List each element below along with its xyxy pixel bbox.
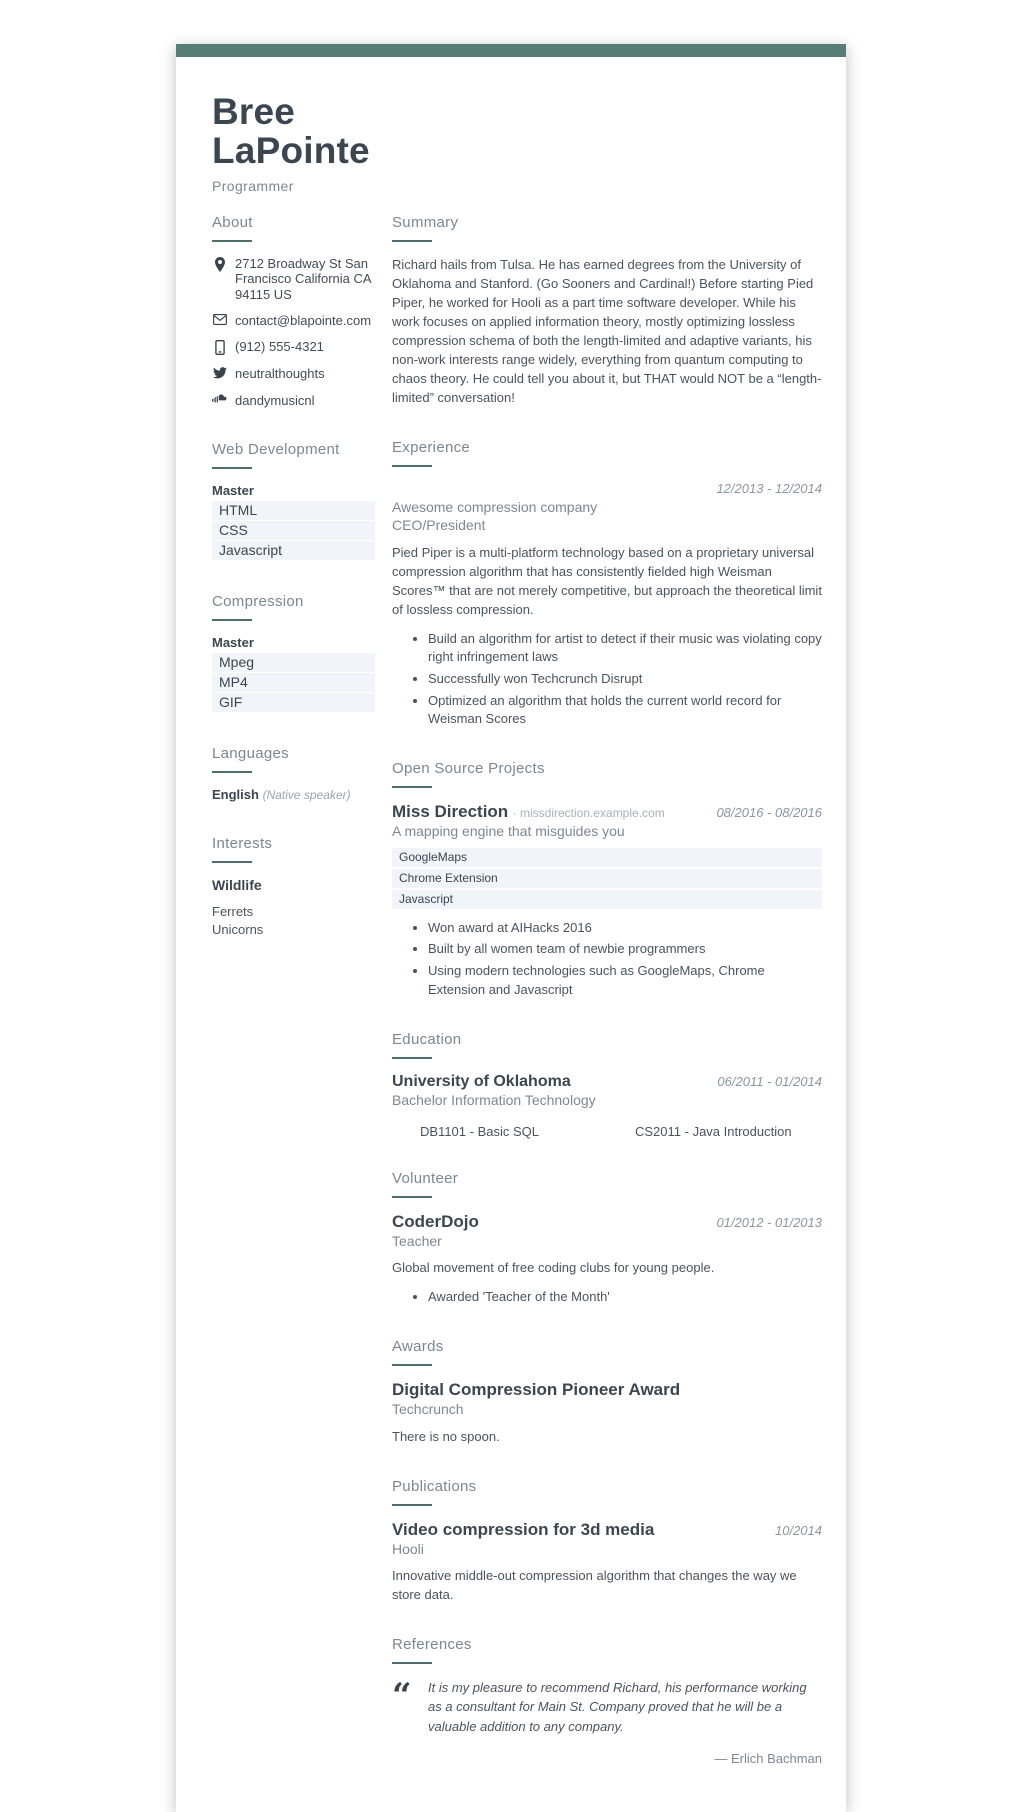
experience-entry bbox=[392, 481, 822, 729]
languages-section bbox=[212, 745, 375, 802]
interest-item: Unicorns bbox=[212, 921, 264, 937]
skill-row: HTML bbox=[212, 501, 375, 520]
experience-date-row bbox=[392, 481, 822, 496]
project-description: A mapping engine that misguides you bbox=[392, 823, 625, 840]
publications-heading bbox=[392, 1478, 822, 1506]
volunteer-highlights bbox=[392, 1288, 822, 1307]
email-text: contact@blapointe.com bbox=[235, 312, 372, 328]
volunteer-date: 01/2012 - 01/2013 bbox=[716, 1214, 822, 1230]
contact-phone bbox=[212, 339, 375, 355]
project-date: 08/2016 - 08/2016 bbox=[716, 805, 822, 821]
project-entry bbox=[392, 802, 822, 999]
experience-position: CEO/President bbox=[392, 517, 486, 534]
highlight-item: • Successfully won Techcrunch Disrupt bbox=[428, 670, 822, 689]
education-date: 06/2011 - 01/2014 bbox=[717, 1073, 822, 1089]
location-pin-icon bbox=[212, 256, 227, 272]
heading-underline bbox=[392, 465, 432, 467]
experience-summary: Pied Piper is a multi-platform technology based on a proprietary universal compression algorithm that has consistently fielded high Weisman Scores™ that are not merely competitive, but approach the theoretical limit of lossless compression. bbox=[392, 544, 822, 617]
quote-icon: “ bbox=[392, 1675, 412, 1716]
education-degree: Bachelor Information Technology bbox=[392, 1091, 596, 1108]
publication-publisher: Hooli bbox=[392, 1540, 424, 1557]
awards-heading bbox=[392, 1338, 822, 1366]
contact-email[interactable] bbox=[212, 313, 375, 328]
publications-section bbox=[392, 1478, 822, 1605]
projects-section bbox=[392, 760, 822, 999]
project-keywords bbox=[392, 848, 822, 909]
volunteer-section bbox=[392, 1170, 822, 1307]
publications-heading-label: Publications bbox=[392, 1477, 477, 1495]
references-section bbox=[392, 1636, 822, 1767]
highlight-item: • Awarded 'Teacher of the Month' bbox=[428, 1288, 822, 1307]
about-heading bbox=[212, 214, 375, 242]
header-block bbox=[212, 57, 375, 214]
twitter-icon bbox=[212, 366, 227, 379]
reference-quote-text: It is my pleasure to recommend Richard, his performance working as a consultant for Main St. Company proved that he will be a valuable addition to any company. bbox=[428, 1679, 807, 1734]
summary-section bbox=[392, 214, 822, 408]
experience-heading bbox=[392, 439, 822, 467]
heading-underline bbox=[212, 619, 252, 621]
skills-web-heading-label: Web Development bbox=[212, 440, 340, 458]
volunteer-heading bbox=[392, 1170, 822, 1198]
interests-heading bbox=[212, 835, 375, 863]
experience-heading-label: Experience bbox=[392, 438, 471, 456]
keyword-row: GoogleMaps bbox=[392, 848, 822, 867]
reference-attribution: — Erlich Bachman bbox=[714, 1751, 822, 1767]
volunteer-heading-label: Volunteer bbox=[392, 1169, 459, 1187]
address-text: 2712 Broadway St San Francisco California CA 94115 US bbox=[235, 256, 371, 302]
project-highlights bbox=[392, 919, 822, 1000]
awards-heading-label: Awards bbox=[392, 1338, 444, 1356]
main-column bbox=[392, 57, 822, 1766]
person-last-name: LaPointe bbox=[212, 129, 370, 171]
projects-heading bbox=[392, 760, 822, 788]
skill-row: Mpeg bbox=[212, 653, 375, 672]
education-institution: University of Oklahoma bbox=[392, 1072, 571, 1090]
publication-entry bbox=[392, 1520, 822, 1605]
person-job-title: Programmer bbox=[212, 177, 294, 194]
award-awarder: Techcrunch bbox=[392, 1401, 464, 1418]
keyword-row: Javascript bbox=[392, 890, 822, 909]
interests-heading-label: Interests bbox=[212, 834, 273, 852]
interest-featured: Wildlife bbox=[212, 876, 262, 893]
volunteer-position: Teacher bbox=[392, 1232, 442, 1249]
course-item: CS2011 - Java Introduction bbox=[635, 1123, 792, 1139]
references-heading bbox=[392, 1636, 822, 1664]
highlight-item: • Build an algorithm for artist to detect if their music was violating copy right infringement laws bbox=[428, 630, 822, 667]
volunteer-title-row bbox=[392, 1212, 822, 1232]
education-section bbox=[392, 1031, 822, 1139]
language-name: English bbox=[212, 786, 259, 802]
contact-soundcloud[interactable] bbox=[212, 393, 375, 408]
course-item: DB1101 - Basic SQL bbox=[420, 1123, 539, 1139]
languages-heading bbox=[212, 745, 375, 773]
highlight-item: • Won award at AIHacks 2016 bbox=[428, 919, 822, 938]
skill-level-label: Master bbox=[212, 482, 254, 498]
skills-web-development-section bbox=[212, 441, 375, 560]
experience-company: Awesome compression company bbox=[392, 498, 598, 515]
heading-underline bbox=[392, 240, 432, 242]
heading-underline bbox=[212, 467, 252, 469]
highlight-item: • Optimized an algorithm that holds the current world record for Weisman Scores bbox=[428, 692, 822, 729]
envelope-icon bbox=[212, 313, 227, 325]
about-section bbox=[212, 214, 375, 408]
education-entry bbox=[392, 1073, 822, 1139]
projects-heading-label: Open Source Projects bbox=[392, 760, 545, 778]
twitter-handle-text: neutralthoughts bbox=[235, 366, 325, 382]
awards-section bbox=[392, 1338, 822, 1446]
skills-web-heading bbox=[212, 441, 375, 469]
volunteer-organization: CoderDojo bbox=[392, 1211, 479, 1231]
award-entry bbox=[392, 1380, 822, 1446]
skill-row: CSS bbox=[212, 521, 375, 540]
education-heading bbox=[392, 1031, 822, 1059]
languages-heading-label: Languages bbox=[212, 744, 289, 762]
heading-underline bbox=[212, 240, 252, 242]
highlight-item: • Built by all women team of newbie programmers bbox=[428, 940, 822, 959]
skills-compression-heading-label: Compression bbox=[212, 592, 304, 610]
skills-compression-section bbox=[212, 593, 375, 712]
reference-entry bbox=[392, 1675, 822, 1767]
reference-quote-block bbox=[392, 1675, 822, 1737]
about-heading-label: About bbox=[212, 214, 253, 231]
page-content bbox=[176, 57, 846, 1812]
accent-topbar bbox=[176, 44, 846, 57]
heading-underline bbox=[392, 786, 432, 788]
award-title: Digital Compression Pioneer Award bbox=[392, 1380, 681, 1400]
education-courses bbox=[392, 1124, 822, 1139]
skill-row: GIF bbox=[212, 693, 375, 712]
skill-row: MP4 bbox=[212, 673, 375, 692]
volunteer-summary: Global movement of free coding clubs for young people. bbox=[392, 1260, 715, 1276]
skill-row: Javascript bbox=[212, 541, 375, 560]
project-title-row bbox=[392, 802, 822, 822]
publication-summary: Innovative middle-out compression algorithm that changes the way we store data. bbox=[392, 1568, 797, 1602]
heading-underline bbox=[392, 1196, 432, 1198]
project-url-link[interactable]: · missdirection.example.com bbox=[512, 806, 665, 821]
sidebar bbox=[212, 57, 375, 1766]
summary-heading bbox=[392, 214, 822, 242]
references-heading-label: References bbox=[392, 1635, 472, 1653]
skills-compression-heading bbox=[212, 593, 375, 621]
interests-section bbox=[212, 835, 375, 938]
contact-address bbox=[212, 256, 375, 302]
highlight-item: • Using modern technologies such as GoogleMaps, Chrome Extension and Javascript bbox=[428, 962, 822, 999]
interest-item: Ferrets bbox=[212, 903, 254, 919]
experience-date: 12/2013 - 12/2014 bbox=[716, 480, 822, 496]
resume-page bbox=[176, 44, 846, 1812]
language-level: (Native speaker) bbox=[262, 787, 351, 802]
education-title-row bbox=[392, 1073, 822, 1091]
contact-twitter[interactable] bbox=[212, 366, 375, 381]
person-name bbox=[212, 57, 375, 171]
heading-underline bbox=[212, 771, 252, 773]
summary-text: Richard hails from Tulsa. He has earned degrees from the University of Oklahoma and Stanford. (Go Sooners and Cardinal!) Before starting Pied Piper, he worked for Hooli as a part time software developer. While his work focuses on applied information theory, mostly optimizing lossless compression schema of both the length-limited and adaptive variants, his non-work interests range widely, everything from quantum computing to chaos theory. He could tell you about it, but THAT would NOT be a “length-limited” conversation! bbox=[392, 257, 822, 405]
heading-underline bbox=[392, 1364, 432, 1366]
heading-underline bbox=[392, 1057, 432, 1059]
soundcloud-handle-text: dandymusicnl bbox=[235, 392, 315, 408]
soundcloud-icon bbox=[212, 393, 227, 403]
skill-level-label: Master bbox=[212, 634, 254, 650]
volunteer-entry bbox=[392, 1212, 822, 1307]
mobile-phone-icon bbox=[212, 339, 227, 355]
publication-title-row bbox=[392, 1520, 822, 1540]
award-summary: There is no spoon. bbox=[392, 1428, 500, 1444]
heading-underline bbox=[392, 1504, 432, 1506]
heading-underline bbox=[212, 861, 252, 863]
person-first-name: Bree bbox=[212, 91, 296, 132]
summary-heading-label: Summary bbox=[392, 214, 459, 231]
publication-name: Video compression for 3d media bbox=[392, 1519, 655, 1539]
project-name: Miss Direction bbox=[392, 802, 509, 822]
phone-text: (912) 555-4321 bbox=[235, 339, 324, 355]
publication-date: 10/2014 bbox=[775, 1522, 822, 1538]
education-heading-label: Education bbox=[392, 1030, 462, 1048]
experience-section bbox=[392, 439, 822, 729]
language-item bbox=[212, 787, 375, 802]
keyword-row: Chrome Extension bbox=[392, 869, 822, 888]
heading-underline bbox=[392, 1662, 432, 1664]
experience-highlights bbox=[392, 630, 822, 730]
